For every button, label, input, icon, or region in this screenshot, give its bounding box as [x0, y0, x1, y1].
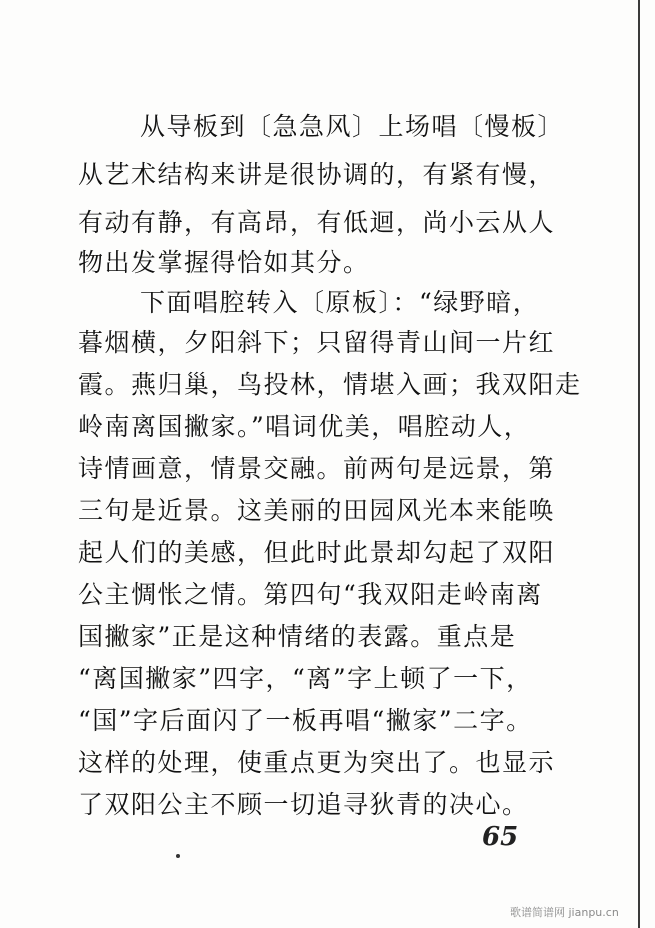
scan-speck: [176, 854, 180, 858]
text-line: 暮烟横，夕阳斜下；只留得青山间一片红: [78, 328, 556, 357]
page-edge-line: [638, 0, 640, 928]
text-line: 岭南离国撇家。”唱词优美，唱腔动人，: [78, 412, 531, 441]
text-line: 国撇家”正是这种情绪的表露。重点是: [78, 622, 517, 651]
text-line: 了双阳公主不顾一切追寻狄青的决心。: [78, 790, 529, 819]
text-line: 物出发掌握得恰如其分。: [78, 248, 370, 277]
text-line: 从导板到〔急急风〕上场唱〔慢板〕: [140, 112, 565, 141]
text-line: “国”字后面闪了一板再唱“撇家”二字。: [78, 706, 533, 735]
text-line: 这样的处理，使重点更为突出了。也显示: [78, 748, 556, 777]
text-line: 从艺术结构来讲是很协调的，有紧有慢，: [78, 160, 556, 189]
text-line: 霞。燕归巢，鸟投林，情堪入画；我双阳走: [78, 370, 582, 399]
text-line: 有动有静，有高昂，有低迴，尚小云从人: [78, 208, 556, 237]
text-line: “离国撇家”四字，“离”字上顿了一下，: [78, 664, 533, 693]
text-line: 诗情画意，情景交融。前两句是远景，第: [78, 454, 556, 483]
text-line: 下面唱腔转入〔原板〕：“绿野暗，: [140, 288, 540, 317]
text-line: 起人们的美感，但此时此景却勾起了双阳: [78, 538, 556, 567]
page-number: 65: [482, 822, 519, 852]
text-line: 公主惆怅之情。第四句“我双阳走岭南离: [78, 580, 543, 609]
text-line: 三句是近景。这美丽的田园风光本来能唤: [78, 496, 556, 525]
watermark: 歌谱简谱网 jianpu.cn: [510, 906, 619, 919]
